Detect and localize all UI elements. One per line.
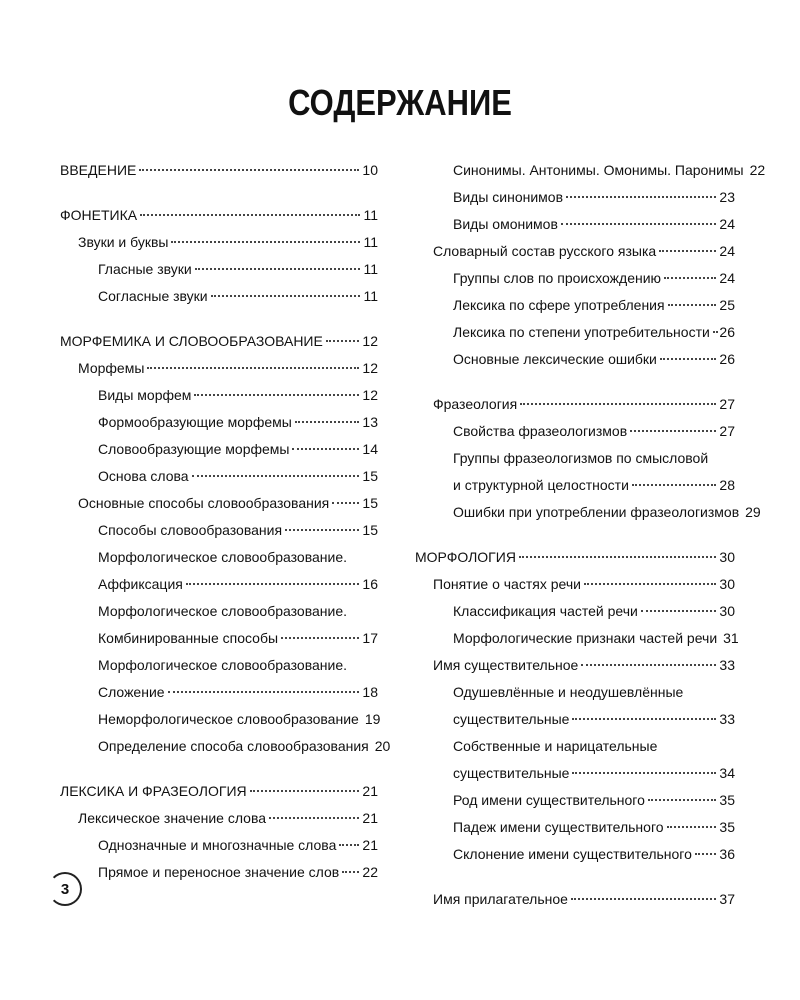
toc-entry-title: Комбинированные способы — [98, 630, 279, 646]
toc-entry[interactable] — [60, 463, 378, 490]
dot-leader — [195, 268, 361, 270]
toc-entry-title: Лексика по степени употребительности — [453, 324, 710, 340]
toc-entry-title: Морфемы — [78, 360, 145, 376]
toc-entry-page: 16 — [362, 576, 378, 592]
toc-entry[interactable] — [415, 841, 735, 868]
toc-entry-title: Морфологическое словообразование. — [98, 603, 347, 619]
toc-entry[interactable] — [60, 382, 378, 409]
toc-entry-page: 29 — [745, 504, 761, 520]
toc-entry[interactable] — [415, 733, 735, 787]
toc-entry-page: 27 — [719, 423, 735, 439]
toc-entry-title: МОРФЕМИКА И СЛОВООБРАЗОВАНИЕ — [60, 333, 323, 349]
toc-entry-page: 30 — [719, 549, 735, 565]
dot-leader — [292, 448, 359, 450]
dot-leader — [520, 403, 716, 405]
dot-leader — [660, 358, 717, 360]
toc-entry[interactable] — [60, 706, 381, 733]
toc-entry-page: 15 — [362, 522, 378, 538]
toc-entry[interactable] — [415, 445, 735, 499]
toc-entry[interactable] — [60, 598, 378, 652]
toc-entry-page: 24 — [719, 243, 735, 259]
toc-entry-page: 17 — [362, 630, 378, 646]
toc-entry[interactable] — [415, 499, 761, 526]
dot-leader — [171, 241, 360, 243]
dot-leader — [584, 583, 716, 585]
page-number: 3 — [60, 880, 70, 898]
toc-entry[interactable] — [415, 679, 735, 733]
toc-entry-title: Основа слова — [98, 468, 189, 484]
toc-entry[interactable] — [415, 346, 735, 373]
toc-entry[interactable] — [415, 211, 735, 238]
dot-leader — [668, 304, 717, 306]
toc-entry[interactable] — [415, 571, 735, 598]
page-number-badge — [48, 872, 82, 906]
toc-entry-title: ФОНЕТИКА — [60, 207, 138, 223]
toc-entry[interactable] — [60, 652, 378, 706]
toc-entry[interactable] — [415, 886, 735, 913]
dot-leader — [194, 394, 359, 396]
dot-leader — [186, 583, 360, 585]
toc-entry[interactable] — [60, 256, 378, 283]
toc-entry-title: Склонение имени существительного — [453, 846, 692, 862]
dot-leader — [211, 295, 361, 297]
toc-entry-page: 23 — [719, 189, 735, 205]
toc-entry[interactable] — [415, 238, 735, 265]
dot-leader — [667, 826, 717, 828]
toc-entry[interactable] — [415, 391, 735, 418]
dot-leader — [641, 610, 717, 612]
dot-leader — [572, 772, 716, 774]
dot-leader — [342, 871, 359, 873]
toc-entry[interactable] — [415, 157, 766, 184]
toc-entry-page: 21 — [362, 810, 378, 826]
dot-leader — [632, 484, 717, 486]
toc-entry[interactable] — [415, 598, 735, 625]
toc-entry-title: Формообразующие морфемы — [98, 414, 292, 430]
toc-entry-title: Способы словообразования — [98, 522, 283, 538]
toc-entry[interactable] — [415, 292, 735, 319]
toc-entry-page: 11 — [363, 261, 378, 277]
toc-entry[interactable] — [415, 652, 735, 679]
toc-entry-title: Согласные звуки — [98, 288, 208, 304]
toc-entry-title: Словарный состав русского языка — [433, 243, 657, 259]
toc-entry-page: 19 — [364, 711, 381, 727]
dot-leader — [332, 502, 359, 504]
toc-entry-page: 36 — [719, 846, 735, 862]
dot-leader — [561, 223, 717, 225]
toc-entry[interactable] — [60, 229, 378, 256]
toc-entry-page: 12 — [362, 333, 378, 349]
dot-leader — [285, 529, 359, 531]
toc-entry-title: Одушевлённые и неодушевлённые — [453, 684, 684, 700]
toc-entry[interactable] — [60, 202, 378, 229]
toc-entry[interactable] — [415, 814, 735, 841]
dot-leader — [713, 331, 717, 333]
toc-entry-title: Основные лексические ошибки — [453, 351, 657, 367]
toc-entry[interactable] — [60, 778, 378, 805]
toc-entry[interactable] — [415, 184, 735, 211]
toc-entry[interactable] — [60, 355, 378, 382]
toc-column-right — [415, 157, 766, 913]
toc-entry-title: Сложение — [98, 684, 165, 700]
toc-entry-page: 26 — [719, 324, 735, 340]
toc-column-left — [60, 157, 391, 886]
toc-entry[interactable] — [60, 517, 378, 544]
dot-leader — [659, 250, 716, 252]
dot-leader — [630, 430, 716, 432]
dot-leader — [250, 790, 360, 792]
toc-entry-page: 30 — [719, 576, 735, 592]
toc-entry-title: Виды синонимов — [453, 189, 564, 205]
page-title: СОДЕРЖАНИЕ — [288, 82, 512, 123]
toc-entry[interactable] — [415, 787, 735, 814]
dot-leader — [648, 799, 717, 801]
toc-entry-title: Синонимы. Антонимы. Омонимы. Паронимы — [453, 162, 744, 178]
toc-entry[interactable] — [60, 157, 378, 184]
toc-entry-page: 21 — [362, 783, 378, 799]
toc-entry-title: Морфологическое словообразование. — [98, 549, 347, 565]
toc-entry-page: 12 — [362, 360, 378, 376]
toc-entry-page: 30 — [719, 603, 735, 619]
toc-entry[interactable] — [60, 805, 378, 832]
toc-entry-page: 35 — [719, 819, 735, 835]
dot-leader — [139, 169, 359, 171]
toc-entry-title: Виды омонимов — [453, 216, 558, 232]
toc-entry-page: 31 — [723, 630, 739, 646]
toc-entry-page: 28 — [719, 477, 735, 493]
toc-entry[interactable] — [415, 319, 735, 346]
toc-entry-title: Гласные звуки — [98, 261, 192, 277]
dot-leader — [581, 664, 716, 666]
toc-entry-title: Ошибки при употреблении фразеологизмов — [453, 504, 740, 520]
toc-entry-title: Род имени существительного — [453, 792, 645, 808]
toc-entry-page: 22 — [749, 162, 766, 178]
toc-entry-page: 18 — [362, 684, 378, 700]
toc-entry-page: 15 — [362, 495, 378, 511]
toc-entry-title: Падеж имени существительного — [453, 819, 664, 835]
dot-leader — [695, 853, 717, 855]
dot-leader — [519, 556, 716, 558]
toc-entry-title: существительные — [453, 765, 570, 781]
dot-leader — [326, 340, 360, 342]
toc-entry-page: 15 — [362, 468, 378, 484]
dot-leader — [281, 637, 359, 639]
toc-entry-title: Имя существительное — [433, 657, 579, 673]
toc-entry-title: Однозначные и многозначные слова — [98, 837, 337, 853]
toc-entry-page: 34 — [719, 765, 735, 781]
dot-leader — [295, 421, 360, 423]
toc-entry-title: Неморфологическое словообразование — [98, 711, 359, 727]
toc-entry-title: Прямое и переносное значение слов — [98, 864, 340, 880]
toc-entry-title: Словообразующие морфемы — [98, 441, 290, 457]
toc-entry-title: Звуки и буквы — [78, 234, 169, 250]
toc-entry-page: 13 — [362, 414, 378, 430]
toc-entry-title: существительные — [453, 711, 570, 727]
toc-entry-title: ВВЕДЕНИЕ — [60, 162, 137, 178]
toc-entry-title: Группы фразеологизмов по смысловой — [453, 450, 709, 466]
toc-entry-page: 11 — [363, 207, 378, 223]
dot-leader — [664, 277, 716, 279]
toc-entry-title: Морфологическое словообразование. — [98, 657, 347, 673]
toc-entry[interactable] — [415, 418, 735, 445]
dot-leader — [339, 844, 359, 846]
toc-entry-title: Основные способы словообразования — [78, 495, 330, 511]
toc-entry-page: 25 — [719, 297, 735, 313]
toc-entry-page: 22 — [362, 864, 378, 880]
dot-leader — [168, 691, 360, 693]
toc-entry-page: 24 — [719, 216, 735, 232]
toc-entry-title: Свойства фразеологизмов — [453, 423, 628, 439]
toc-entry-page: 26 — [719, 351, 735, 367]
dot-leader — [269, 817, 359, 819]
toc-entry-page: 12 — [362, 387, 378, 403]
toc-entry-page: 27 — [719, 396, 735, 412]
toc-entry-title: Группы слов по происхождению — [453, 270, 662, 286]
toc-entry-title: Лексика по сфере употребления — [453, 297, 665, 313]
toc-entry-page: 11 — [363, 288, 378, 304]
toc-entry[interactable] — [60, 409, 378, 436]
dot-leader — [572, 718, 716, 720]
toc-entry-title: Имя прилагательное — [433, 891, 568, 907]
toc-entry-page: 35 — [719, 792, 735, 808]
toc-entry-title: Собственные и нарицательные — [453, 738, 658, 754]
toc-entry-page: 20 — [374, 738, 391, 754]
toc-entry-page: 33 — [719, 657, 735, 673]
toc-entry-title: Аффиксация — [98, 576, 183, 592]
toc-entry-title: Понятие о частях речи — [433, 576, 581, 592]
dot-leader — [140, 214, 360, 216]
toc-entry-page: 10 — [362, 162, 378, 178]
toc-entry[interactable] — [60, 544, 378, 598]
dot-leader — [147, 367, 359, 369]
toc-entry[interactable] — [415, 265, 735, 292]
toc-entry-title: Классификация частей речи — [453, 603, 638, 619]
toc-entry-page: 11 — [363, 234, 378, 250]
toc-entry[interactable] — [60, 283, 378, 310]
toc-entry-page: 37 — [719, 891, 735, 907]
toc-entry-title: ЛЕКСИКА И ФРАЗЕОЛОГИЯ — [60, 783, 247, 799]
toc-entry-title: МОРФОЛОГИЯ — [415, 549, 516, 565]
dot-leader — [566, 196, 716, 198]
toc-entry-title: и структурной целостности — [453, 477, 629, 493]
toc-entry[interactable] — [60, 436, 378, 463]
toc-entry-title: Виды морфем — [98, 387, 192, 403]
toc-entry-page: 21 — [362, 837, 378, 853]
toc-entry[interactable] — [60, 490, 378, 517]
toc-entry-page: 24 — [719, 270, 735, 286]
toc-entry[interactable] — [60, 733, 391, 760]
toc-entry-title: Морфологические признаки частей речи — [453, 630, 718, 646]
toc-entry-page: 33 — [719, 711, 735, 727]
toc-entry[interactable] — [60, 832, 378, 859]
toc-entry-title: Фразеология — [433, 396, 518, 412]
toc-entry-page: 14 — [362, 441, 378, 457]
toc-entry-title: Лексическое значение слова — [78, 810, 267, 826]
dot-leader — [192, 475, 360, 477]
toc-entry-title: Определение способа словообразования — [98, 738, 369, 754]
toc-entry[interactable] — [60, 859, 378, 886]
toc-entry[interactable] — [415, 544, 735, 571]
toc-entry[interactable] — [60, 328, 378, 355]
dot-leader — [571, 898, 717, 900]
toc-entry[interactable] — [415, 625, 739, 652]
